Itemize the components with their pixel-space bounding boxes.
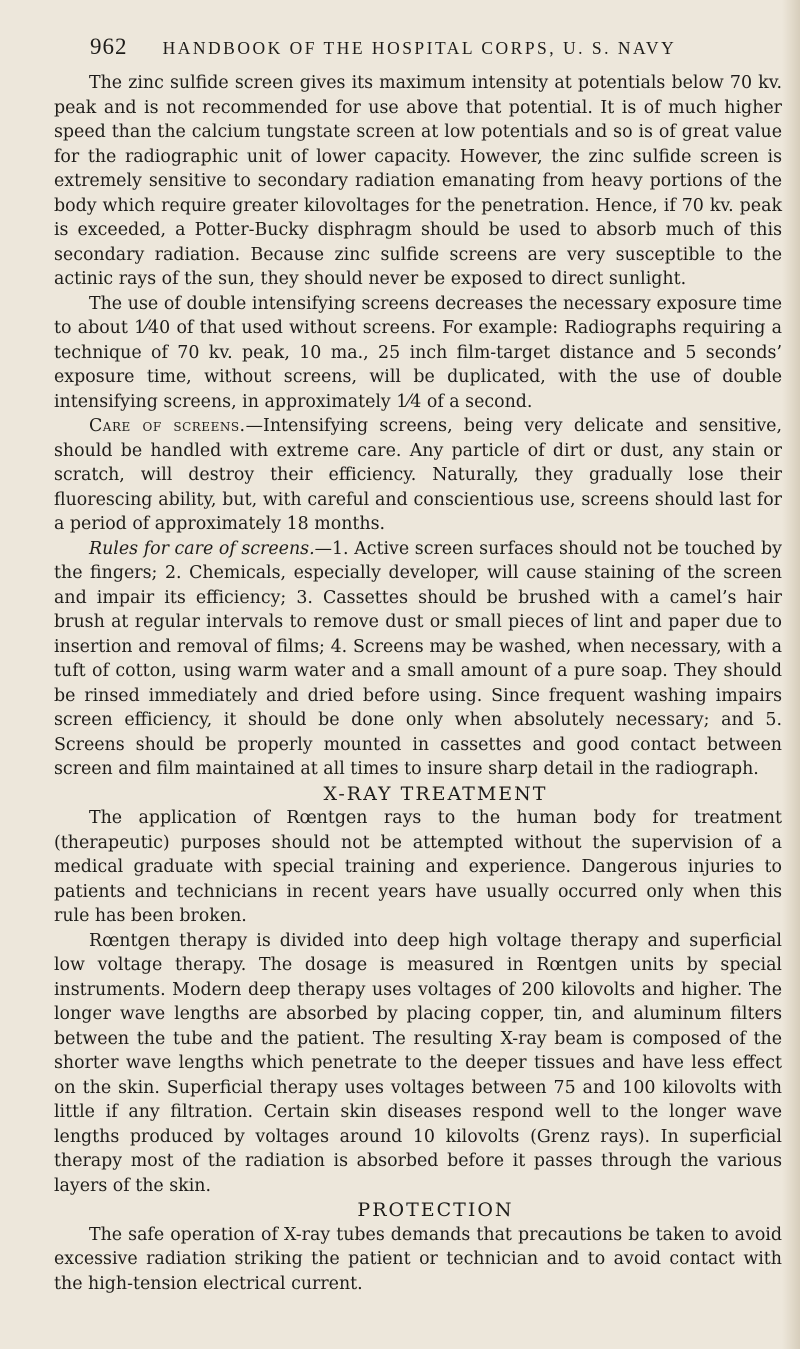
paragraph-rules-for-care (54, 537, 782, 782)
paragraph-zinc-sulfide-screen: The zinc sulfide screen gives its maximum intensity at potentials below 70 kv. peak and is not recommended for use above that potential. It is of much higher speed than the calcium tungstate screen at low potentials and so is of great value for the radiographic unit of lower capacity. However, the zinc sulfide screen is extremely sensitive to secondary radiation emanating from heavy portions of the body which require greater kilovoltages for the penetration. Hence, if 70 kv. peak is exceeded, a Potter-Bucky disphragm should be used to absorb much of this secondary radiation. Because zinc sulfide screens are very susceptible to the actinic rays of the sun, they should never be exposed to direct sunlight. (54, 73, 782, 289)
body-text (54, 71, 782, 1296)
paragraph-care-of-screens (54, 414, 782, 537)
section-heading-xray-treatment: X-RAY TREATMENT (323, 782, 548, 805)
care-of-screens-lead: Care of screens. (89, 416, 246, 436)
page-header (90, 34, 780, 66)
paragraph-roentgen-application: The application of Rœntgen rays to the human body for treatment (therapeutic) purposes should not be attempted without the supervision of a medical graduate with special training and experience. Dangerous injuries to patients and technicians in recent years have usually occurred only when this rule has been broken. (54, 808, 782, 926)
paragraph-double-intensifying-screens: The use of double intensifying screens decreases the necessary exposure time to about 1⁄40 of that used without screens. For example: Radiographs requiring a technique of 70 kv. peak, 10 ma., 25 inch film-target distance and 5 seconds’ exposure time, without screens, will be duplicated, with the use of double intensifying screens, in approximately 1⁄4 of a second. (54, 293, 782, 412)
care-of-screens-body: —Intensifying screens, being very delicate and sensitive, should be handled with extreme care. Any particle of dirt or dust, any stain or scratch, will destroy their efficiency. Naturally, they gradually lose their fluorescing ability, but, with careful and conscientious use, screens should last for a period of approximately 18 months. (54, 416, 782, 534)
running-head: HANDBOOK OF THE HOSPITAL CORPS, U. S. NAVY (162, 38, 677, 58)
section-heading-protection: PROTECTION (357, 1199, 514, 1221)
rules-for-care-body: —1. Active screen surfaces should not be touched by the fingers; 2. Chemicals, especially developer, will cause staining of the screen and impair its efficiency; 3. Cassettes should be brushed with a camel’s hair brush at regular intervals to remove dust or small pieces of lint and paper due to insertion and removal of films; 4. Screens may be washed, when necessary, with a tuft of cotton, using warm water and a small amount of a pure soap. They should be rinsed immediately and dried before using. Since frequent washing impairs screen efficiency, it should be done only when absolutely necessary; and 5. Screens should be properly mounted in cassettes and good contact between screen and film maintained at all times to insure sharp detail in the radiograph. (54, 538, 782, 779)
page-number: 962 (90, 34, 128, 59)
paragraph-protection: The safe operation of X-ray tubes demands that precautions be taken to avoid excessive radiation striking the patient or technician and to avoid contact with the high-tension electrical current. (54, 1224, 782, 1294)
page-edge-shadow (782, 0, 800, 1349)
paragraph-roentgen-therapy: Rœntgen therapy is divided into deep high voltage therapy and superficial low voltage therapy. The dosage is measured in Rœntgen units by special instruments. Modern deep therapy uses voltages of 200 kilovolts and higher. The longer wave lengths are absorbed by placing copper, tin, and aluminum filters between the tube and the patient. The resulting X-ray beam is composed of the shorter wave lengths which penetrate to the deeper tissues and have less effect on the skin. Superficial therapy uses voltages between 75 and 100 kilovolts with little if any filtration. Certain skin diseases respond well to the longer wave lengths produced by voltages around 10 kilovolts (Grenz rays). In superficial therapy most of the radiation is absorbed before it passes through the various layers of the skin. (54, 930, 782, 1196)
rules-for-care-lead: Rules for care of screens. (89, 538, 315, 559)
